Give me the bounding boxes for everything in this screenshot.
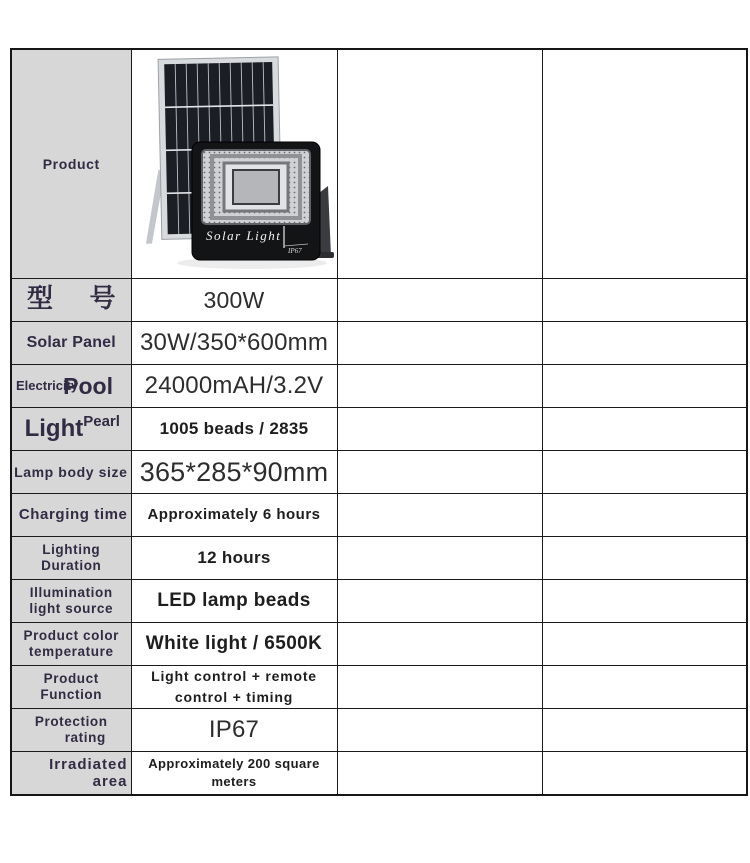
empty-cell bbox=[337, 494, 542, 537]
empty-cell bbox=[542, 365, 747, 408]
label-lighting-duration: Lighting Duration bbox=[11, 537, 131, 580]
empty-cell bbox=[542, 623, 747, 666]
value-lighting-duration: 12 hours bbox=[131, 537, 337, 580]
value-battery: 24000mAH/3.2V bbox=[131, 365, 337, 408]
value-lamp-body-size: 365*285*90mm bbox=[131, 451, 337, 494]
label-color-temperature: Product color temperature bbox=[11, 623, 131, 666]
table-row-product bbox=[11, 49, 747, 279]
table-row-irradiated-area bbox=[11, 752, 747, 795]
empty-cell bbox=[337, 666, 542, 709]
empty-cell bbox=[337, 322, 542, 365]
battery-label-large: Pool bbox=[63, 372, 113, 399]
value-color-temperature: White light / 6500K bbox=[131, 623, 337, 666]
table-row-solar-panel bbox=[11, 322, 747, 365]
empty-cell bbox=[337, 537, 542, 580]
table-row-illumination-source bbox=[11, 580, 747, 623]
label-charging-time: Charging time bbox=[11, 494, 131, 537]
floodlight-brand-text: Solar Light bbox=[205, 228, 281, 243]
empty-cell bbox=[337, 709, 542, 752]
empty-cell bbox=[337, 365, 542, 408]
product-photo-cell bbox=[131, 49, 337, 279]
pearl-label-small: Pearl bbox=[83, 413, 120, 431]
table-row-battery bbox=[11, 365, 747, 408]
label-battery bbox=[11, 365, 131, 408]
value-model: 300W bbox=[131, 279, 337, 322]
label-lamp-body-size: Lamp body size bbox=[11, 451, 131, 494]
empty-cell bbox=[542, 494, 747, 537]
label-illumination-source: Illumination light source bbox=[11, 580, 131, 623]
floodlight-graphic bbox=[192, 142, 334, 260]
empty-cell bbox=[542, 451, 747, 494]
label-irradiated-area: Irradiated area bbox=[11, 752, 131, 795]
empty-cell bbox=[542, 752, 747, 795]
table-row-charging-time bbox=[11, 494, 747, 537]
value-charging-time: Approximately 6 hours bbox=[131, 494, 337, 537]
pearl-label-large: Light bbox=[24, 415, 84, 443]
value-illumination-source: LED lamp beads bbox=[131, 580, 337, 623]
value-protection-rating: IP67 bbox=[131, 709, 337, 752]
value-irradiated-area: Approximately 200 square meters bbox=[131, 752, 337, 795]
value-light-pearl: 1005 beads / 2835 bbox=[131, 408, 337, 451]
empty-cell bbox=[337, 279, 542, 322]
empty-cell bbox=[337, 49, 542, 279]
empty-cell bbox=[337, 623, 542, 666]
empty-cell bbox=[337, 408, 542, 451]
empty-cell bbox=[337, 451, 542, 494]
battery-label-small: Electricity bbox=[16, 377, 79, 393]
model-label-char2: 号 bbox=[89, 284, 116, 315]
empty-cell bbox=[542, 537, 747, 580]
empty-cell bbox=[542, 279, 747, 322]
label-protection-rating: Protection rating bbox=[11, 709, 131, 752]
empty-cell bbox=[542, 666, 747, 709]
table-row-color-temperature bbox=[11, 623, 747, 666]
empty-cell bbox=[337, 580, 542, 623]
empty-cell bbox=[542, 408, 747, 451]
table-row-lamp-body-size bbox=[11, 451, 747, 494]
table-row-protection-rating bbox=[11, 709, 747, 752]
empty-cell bbox=[542, 580, 747, 623]
label-product bbox=[11, 49, 131, 279]
table-row-light-pearl bbox=[11, 408, 747, 451]
empty-cell bbox=[542, 322, 747, 365]
label-solar-panel: Solar Panel bbox=[11, 322, 131, 365]
label-light-pearl bbox=[11, 408, 131, 451]
table-row-product-function bbox=[11, 666, 747, 709]
product-photo-graphic bbox=[132, 50, 337, 278]
product-photo bbox=[132, 50, 337, 278]
empty-cell bbox=[337, 752, 542, 795]
product-label-text: Product bbox=[42, 155, 100, 172]
spec-table bbox=[10, 48, 748, 796]
value-solar-panel: 30W/350*600mm bbox=[131, 322, 337, 365]
label-product-function: Product Function bbox=[11, 666, 131, 709]
table-row-model bbox=[11, 279, 747, 322]
model-label-char1: 型 bbox=[27, 284, 54, 315]
empty-cell bbox=[542, 49, 747, 279]
empty-cell bbox=[542, 709, 747, 752]
table-row-lighting-duration bbox=[11, 537, 747, 580]
floodlight-ip-text: IP67 bbox=[287, 247, 302, 255]
value-product-function: Light control + remote control + timing bbox=[131, 666, 337, 709]
label-model bbox=[11, 279, 131, 322]
floodlight-center-panel bbox=[233, 170, 279, 204]
